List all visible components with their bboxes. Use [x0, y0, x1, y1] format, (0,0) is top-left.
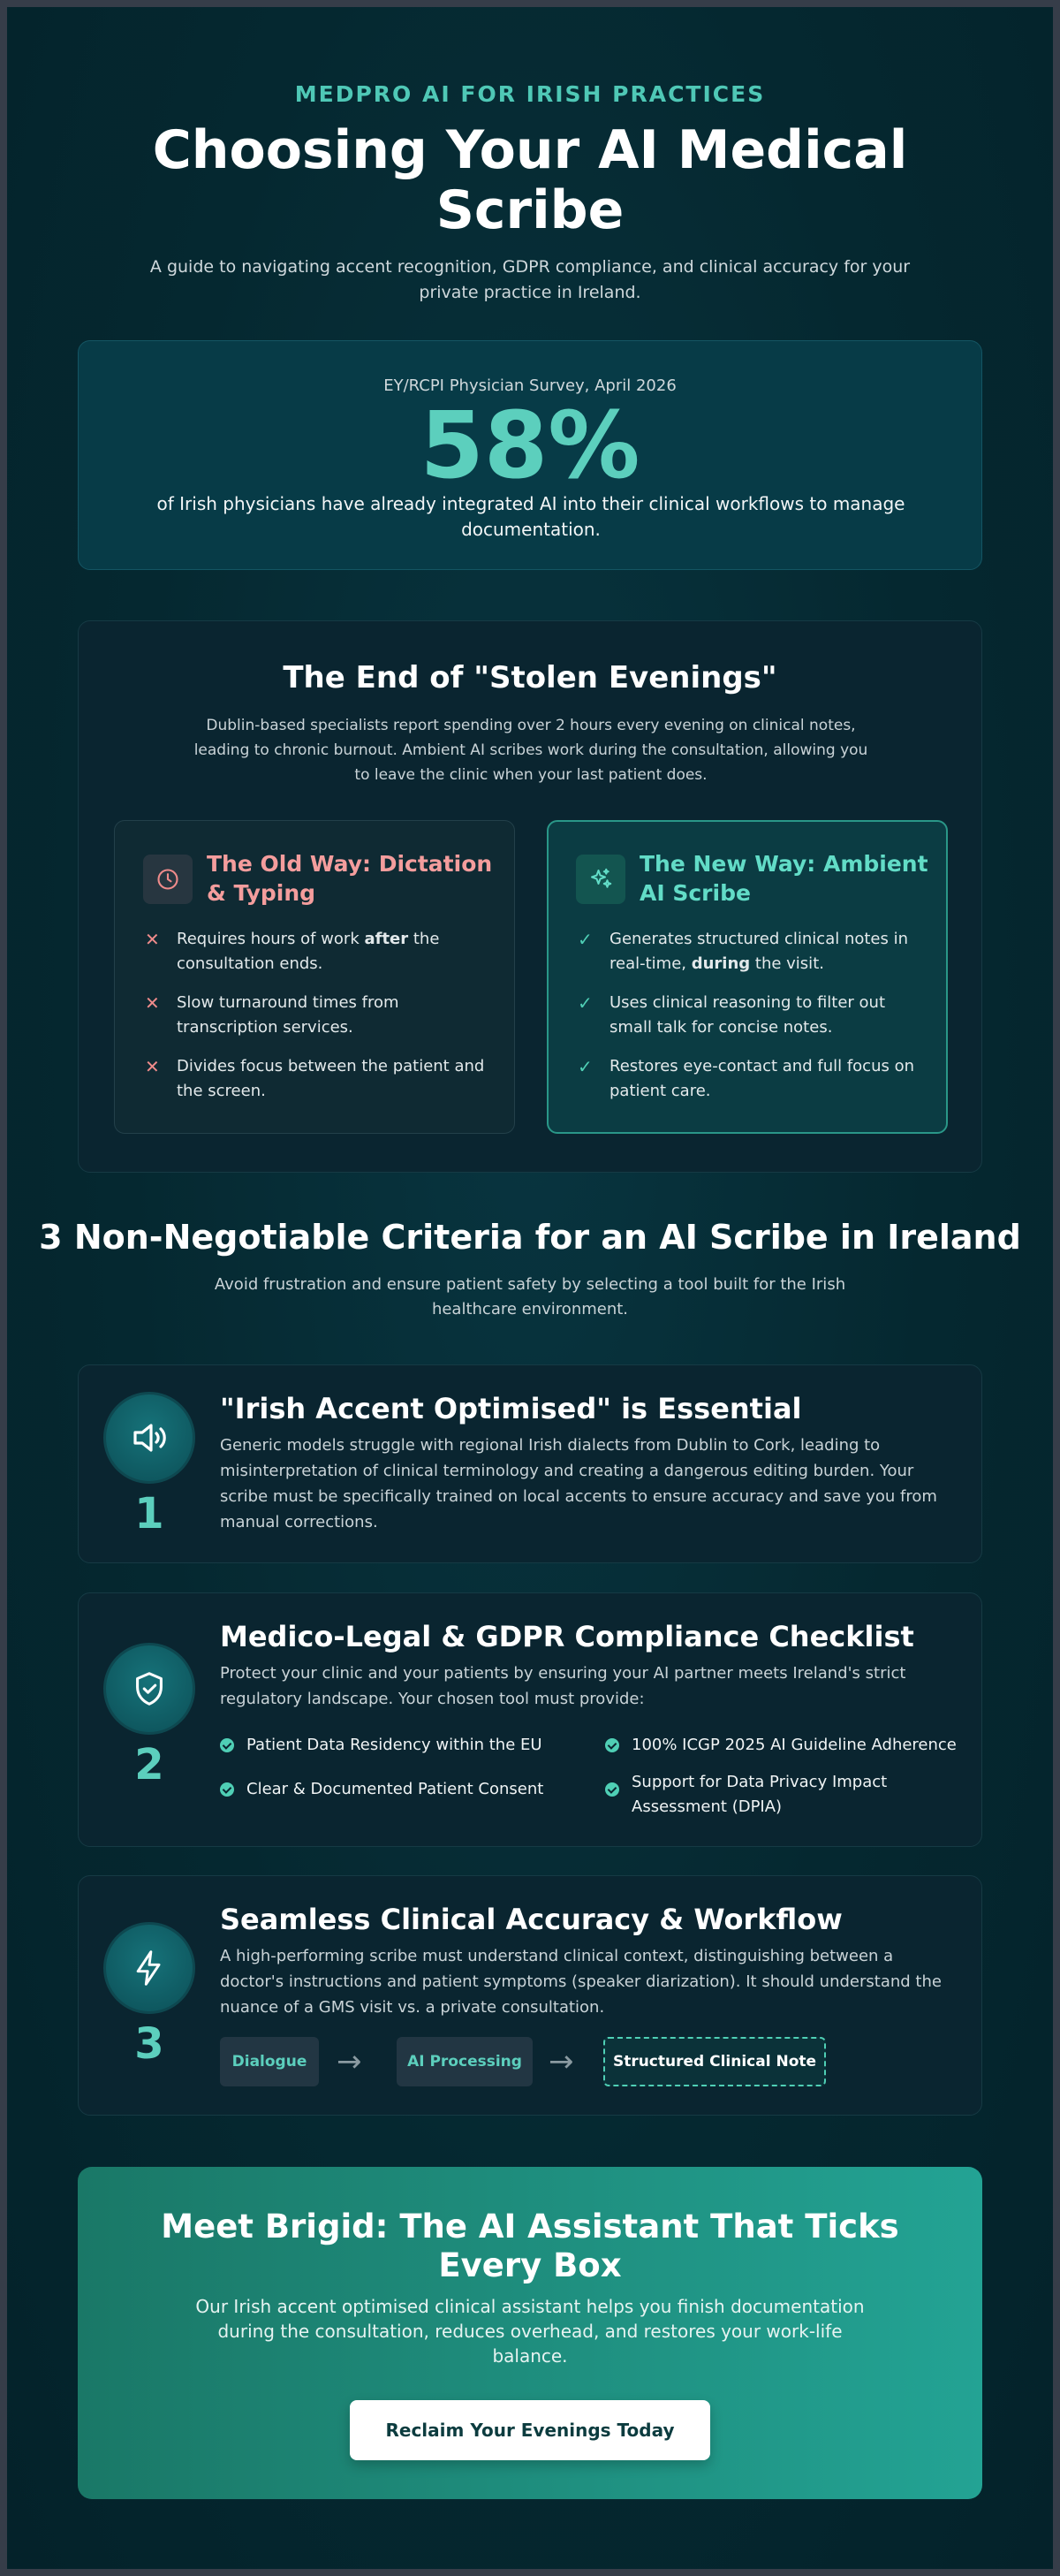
list-item: ✓ Generates structured clinical notes in real-time, during the visit.	[578, 929, 909, 973]
cta-card	[78, 2167, 982, 2499]
check-icon: ✓	[578, 992, 593, 1014]
criterion-card-3	[78, 1875, 982, 2116]
clock-icon	[143, 855, 193, 904]
x-icon: ✕	[145, 929, 160, 950]
list-item: ✓ Restores eye-contact and full focus on patient care.	[578, 1056, 915, 1100]
criterion-description: A high-performing scribe must understand clinical context, distinguishing between a doctor's instructions and patient symptoms (speaker diarization). It should understand the nuance of a GMS visit vs. a private consultation.	[220, 1947, 942, 2017]
page	[7, 7, 1053, 2569]
lightning-icon	[103, 1922, 195, 2014]
criterion-title: "Irish Accent Optimised" is Essential	[220, 1392, 802, 1425]
reclaim-evenings-button[interactable]: Reclaim Your Evenings Today	[350, 2400, 710, 2460]
arrow-right-icon: →	[549, 2044, 574, 2079]
checklist-item: Patient Data Residency within the EU	[220, 1733, 582, 1758]
flow-step-structured-note: Structured Clinical Note	[603, 2037, 826, 2086]
arrow-right-icon: →	[337, 2044, 362, 2079]
new-way-title: The New Way: Ambient AI Scribe	[640, 851, 928, 906]
list-item: ✕ Divides focus between the patient and the screen.	[145, 1056, 485, 1100]
criteria-subtitle: Avoid frustration and ensure patient safety by selecting a tool built for the Irish healthcare environment.	[214, 1275, 846, 1318]
section-title: The End of "Stolen Evenings"	[283, 660, 777, 695]
stat-card	[78, 340, 982, 570]
cta-description: Our Irish accent optimised clinical assistant helps you finish documentation during the consultation, reduces overhead, and restores your work-life balance.	[195, 2296, 865, 2367]
x-icon: ✕	[145, 992, 160, 1014]
new-way-list	[578, 927, 931, 1118]
checklist-item: Clear & Documented Patient Consent	[220, 1777, 582, 1802]
check-circle-icon	[220, 1738, 234, 1752]
stat-description: of Irish physicians have already integrated AI into their clinical workflows to manage documentation.	[156, 493, 905, 540]
eyebrow-label: MEDPRO AI FOR IRISH PRACTICES	[294, 81, 766, 107]
list-item: ✕ Requires hours of work after the consultation ends.	[145, 929, 440, 973]
list-item: ✕ Slow turnaround times from transcription services.	[145, 992, 399, 1037]
speaker-icon	[103, 1392, 195, 1484]
criterion-description: Protect your clinic and your patients by ensuring your AI partner meets Ireland's strict regulatory landscape. Your chosen tool must provide:	[220, 1664, 906, 1708]
x-icon: ✕	[145, 1056, 160, 1077]
check-icon: ✓	[578, 929, 593, 950]
criterion-card-1	[78, 1364, 982, 1563]
page-subtitle: A guide to navigating accent recognition, GDPR compliance, and clinical accuracy for your private practice in Ireland.	[149, 257, 911, 302]
section-description: Dublin-based specialists report spending over 2 hours every evening on clinical notes, leading to chronic burnout. Ambient AI scribes work during the consultation, allowing you to leave the clinic when your last patient does.	[193, 717, 868, 784]
sparkles-icon	[576, 855, 625, 904]
cta-title: Meet Brigid: The AI Assistant That Ticks Every Box	[161, 2207, 899, 2284]
check-icon: ✓	[578, 1056, 593, 1077]
shield-check-icon	[103, 1643, 195, 1735]
criterion-card-2	[78, 1592, 982, 1847]
old-way-list	[145, 927, 498, 1118]
old-way-title: The Old Way: Dictation & Typing	[207, 851, 493, 906]
flow-step-dialogue: Dialogue	[220, 2037, 319, 2086]
criterion-number: 3	[134, 2019, 164, 2069]
check-circle-icon	[605, 1738, 619, 1752]
check-circle-icon	[605, 1782, 619, 1797]
check-circle-icon	[220, 1782, 234, 1797]
checklist-item: 100% ICGP 2025 AI Guideline Adherence	[605, 1733, 967, 1758]
stat-value: 58%	[420, 391, 640, 499]
criterion-title: Medico-Legal & GDPR Compliance Checklist	[220, 1620, 914, 1653]
flow-step-ai-processing: AI Processing	[397, 2037, 533, 2086]
stat-source: EY/RCPI Physician Survey, April 2026	[383, 376, 677, 395]
criterion-number: 1	[134, 1489, 164, 1539]
checklist-item: Support for Data Privacy Impact Assessment (DPIA)	[605, 1770, 958, 1820]
criterion-number: 2	[134, 1740, 164, 1790]
criterion-title: Seamless Clinical Accuracy & Workflow	[220, 1903, 843, 1936]
stolen-evenings-card	[78, 620, 982, 1173]
criterion-description: Generic models struggle with regional Irish dialects from Dublin to Cork, leading to misinterpretation of clinical terminology and creating a dangerous editing burden. Your scribe must be specifically trained on local accents to ensure accuracy and save you from manual corrections.	[220, 1436, 937, 1531]
new-way-panel	[547, 820, 948, 1134]
page-title: Choosing Your AI Medical Scribe	[152, 119, 908, 241]
criteria-title: 3 Non-Negotiable Criteria for an AI Scribe in Ireland	[39, 1218, 1021, 1257]
list-item: ✓ Uses clinical reasoning to filter out small talk for concise notes.	[578, 992, 886, 1037]
old-way-panel	[114, 820, 515, 1134]
